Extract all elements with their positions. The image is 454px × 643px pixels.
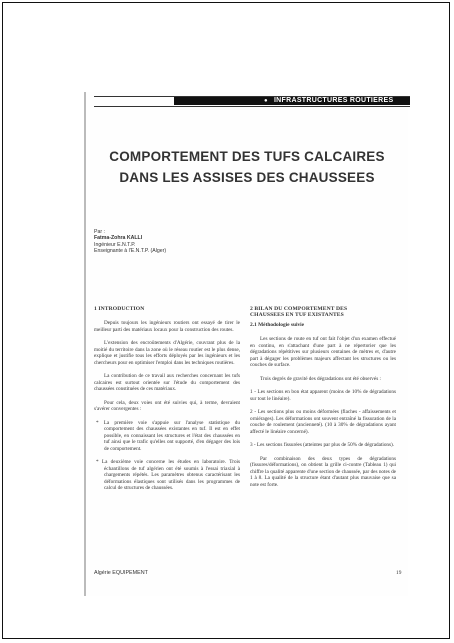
document-page (86, 92, 408, 596)
right-column (250, 306, 396, 495)
paragraph: Les sections de route en tuf ont fait l'objet d'un examen effectué en continu, en s'attachant d'une part à ne répertorier que les dégradations répétitives sur plusieurs centaines de mètres et, d'autre part à dégager les problèmes majeurs affectant les structures ou les couches de surface. (250, 336, 396, 368)
paragraph: Trois degrés de gravité des dégradations ont été observés : (260, 375, 381, 382)
paragraph: L'extension des encroûtements d'Algérie, couvrant plus de la moitié du territoire dans la zone où le réseau routier est le plus dense, explique et justifie tous les efforts déployés par les ingénieurs et les chercheurs pour en optimiser l'emploi dans les techniques routières. (94, 340, 240, 366)
article-title (86, 146, 408, 188)
introduction-heading: 1 INTRODUCTION (94, 306, 145, 312)
author-block (94, 229, 166, 254)
section-label: INFRASTRUCTURES ROUTIERES (273, 97, 394, 104)
bullet-item: * La deuxième voie concerne les études en laboratoire. Trois échantillons de tuf algérien ont été soumis à l'essai triaxial à chargements répétés. Les paramètres obtenus caractérisant les déformations élastiques sont utilisés dans les programmes de calcul de structures de chaussées. (96, 459, 240, 491)
paragraph: Par combinaison des deux types de dégradations (fissures/déformations), on obtient la grille ci-contre (Tableau 1) qui chiffre la qualité apparente d'une section de chaussée, par des notes de 1 à 8. La qualité de la structure étant d'autant plus mauvaise que sa note est forte. (250, 455, 396, 488)
page-number: 19 (396, 570, 402, 576)
author-affiliation: Enseignante à l'E.N.T.P. (Alger) (94, 247, 167, 254)
left-column (94, 306, 240, 499)
paragraph: 1 - Les sections en bon état apparent (moins de 10% de dégradations sur tout le linéaire). (250, 389, 396, 402)
paragraph: Pour cela, deux voies ont été suivies qui, à terme, devraient s'avérer convergentes : (94, 399, 240, 412)
journal-name: Algérie EQUIPEMENT (94, 570, 148, 576)
author-name: Fatma-Zohra KALLI (94, 235, 143, 242)
section-2-heading (250, 306, 396, 318)
section-header (174, 97, 410, 105)
title-line-2: DANS LES ASSISES DES CHAUSSEES (119, 170, 375, 185)
paragraph: La contribution de ce travail aux recherches concernant les tufs calcaires est surtout orientée sur l'étude du comportement des chaussées constituées de ces matériaux. (94, 373, 240, 392)
header-bullet: ● (264, 98, 268, 104)
paragraph: 2 - Les sections plus ou moins déformées (flaches - affaissements et orniérages). Les déformations ont souvent entraîné la fissuration de la couche de roulement (ancienneté). (10 à 30% de dégradations ayant affecté le linéaire concerné). (250, 409, 396, 435)
author-role: Ingénieur E.N.T.P. (94, 241, 136, 248)
bullet-item: * La première voie s'appuie sur l'analyse statistique du comportement des chaussées existantes en tuf. Il est en effet possible, en connaissant les structures et l'état des chaussées en tuf ainsi que le trafic qu'elles ont supporté, d'en dégager des lois de comportement. (96, 419, 240, 452)
bullet-text: La première voie s'appuie sur l'analyse statistique du comportement des chaussées existantes en tuf. Il est en effet possible, en connaissant les structures et l'état des chaussées en tuf ainsi que le trafic qu'elles ont supporté, d'en dégager des lois de comportement. (103, 419, 240, 452)
author-par: Par : (94, 229, 105, 235)
bullet-text: La deuxième voie concerne les études en laboratoire. Trois échantillons de tuf algérien ont été soumis à l'essai triaxial à chargements répétés. Les paramètres obtenus caractérisant les déformations élastiques sont utilisés dans les programmes de calcul de structures de chaussées. (101, 459, 240, 491)
section-2-heading-line-1: 2 BILAN DU COMPORTEMENT DES (250, 306, 348, 312)
title-line-1: COMPORTEMENT DES TUFS CALCAIRES (109, 149, 385, 164)
paragraph: Depuis toujours les ingénieurs routiers ont essayé de tirer le meilleur parti des matériaux locaux pour la construction des routes. (94, 320, 240, 333)
subsection-heading: 2.1 Méthodologie suivie (250, 322, 305, 328)
section-2-heading-line-2: CHAUSSEES EN TUF EXISTANTES (250, 312, 344, 318)
paragraph: 3 - Les sections fissurées (atteintes par plus de 50% de dégradations). (250, 442, 395, 448)
